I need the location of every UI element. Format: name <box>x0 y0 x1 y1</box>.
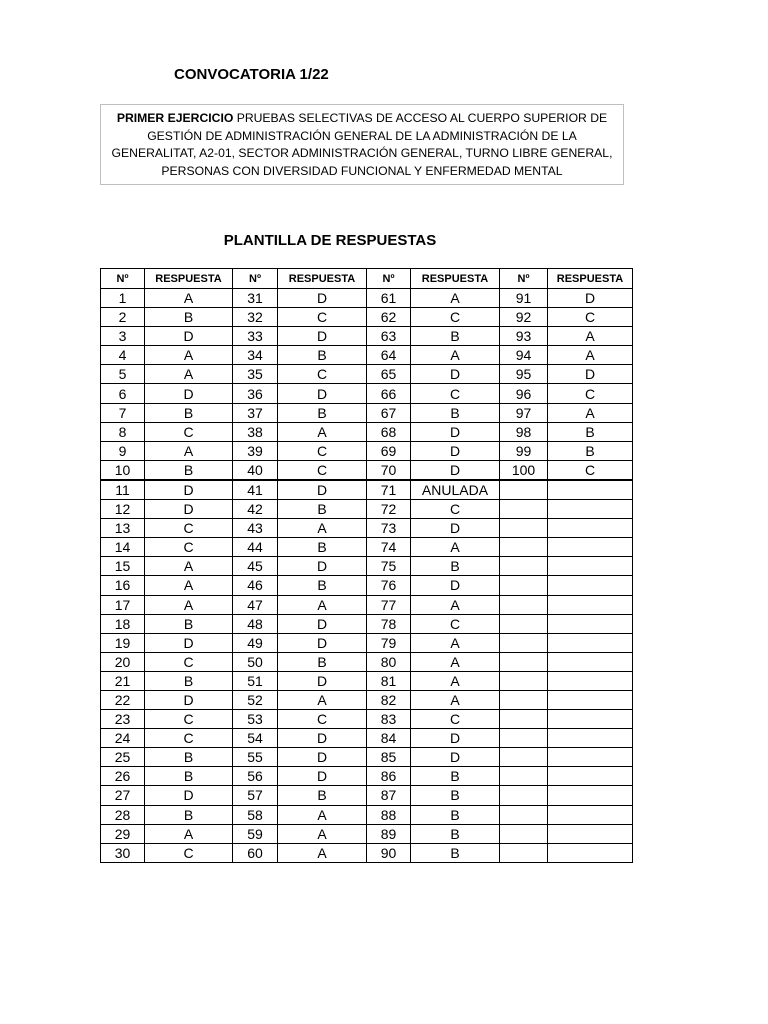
question-number-cell: 63 <box>367 327 411 346</box>
question-number-cell: 70 <box>367 460 411 480</box>
question-number-cell: 35 <box>233 365 278 384</box>
question-number-cell: 81 <box>367 671 411 690</box>
table-row <box>101 824 633 843</box>
answer-cell: A <box>278 690 367 709</box>
question-number-cell: 69 <box>367 441 411 460</box>
answer-cell: A <box>145 346 233 365</box>
question-number-cell: 92 <box>500 308 548 327</box>
question-number-cell <box>500 824 548 843</box>
answer-cell: B <box>411 327 500 346</box>
answer-cell: C <box>278 460 367 480</box>
answer-cell: B <box>278 346 367 365</box>
question-number-cell: 90 <box>367 843 411 862</box>
answer-cell: A <box>411 595 500 614</box>
answer-cell: C <box>411 384 500 403</box>
question-number-cell: 4 <box>101 346 145 365</box>
answer-cell: B <box>145 614 233 633</box>
question-number-cell: 86 <box>367 767 411 786</box>
question-number-cell: 66 <box>367 384 411 403</box>
answer-cell: C <box>145 729 233 748</box>
question-number-cell: 87 <box>367 786 411 805</box>
question-number-cell: 50 <box>233 652 278 671</box>
answer-cell: B <box>278 576 367 595</box>
answer-cell: D <box>278 767 367 786</box>
question-number-cell: 17 <box>101 595 145 614</box>
question-number-cell: 48 <box>233 614 278 633</box>
question-number-cell: 59 <box>233 824 278 843</box>
table-row <box>101 384 633 403</box>
answer-cell: D <box>411 576 500 595</box>
answer-cell <box>548 671 633 690</box>
table-row <box>101 595 633 614</box>
question-number-cell: 20 <box>101 652 145 671</box>
answer-cell: A <box>411 671 500 690</box>
answer-cell: A <box>278 595 367 614</box>
question-number-cell: 21 <box>101 671 145 690</box>
question-number-cell: 62 <box>367 308 411 327</box>
question-number-cell: 22 <box>101 690 145 709</box>
table-row <box>101 289 633 308</box>
header-number: Nº <box>367 269 411 289</box>
answer-cell: A <box>145 365 233 384</box>
header-answer: RESPUESTA <box>548 269 633 289</box>
question-number-cell <box>500 595 548 614</box>
answer-cell <box>548 748 633 767</box>
answer-cell: A <box>548 346 633 365</box>
answer-cell <box>548 519 633 538</box>
answer-cell: D <box>145 384 233 403</box>
question-number-cell: 32 <box>233 308 278 327</box>
table-row <box>101 441 633 460</box>
answer-cell: D <box>145 327 233 346</box>
answer-cell: A <box>411 690 500 709</box>
answer-cell: A <box>145 595 233 614</box>
question-number-cell: 14 <box>101 538 145 557</box>
answer-cell: D <box>145 690 233 709</box>
question-number-cell: 13 <box>101 519 145 538</box>
answer-cell: A <box>145 441 233 460</box>
answer-cell: A <box>278 805 367 824</box>
table-row <box>101 786 633 805</box>
table-row <box>101 690 633 709</box>
answer-cell: D <box>411 422 500 441</box>
question-number-cell: 60 <box>233 843 278 862</box>
question-number-cell <box>500 576 548 595</box>
answers-table-body <box>101 289 633 863</box>
table-row <box>101 767 633 786</box>
answer-cell: A <box>411 289 500 308</box>
table-row <box>101 843 633 862</box>
answer-cell: A <box>411 633 500 652</box>
answer-cell: A <box>278 422 367 441</box>
answer-cell: B <box>145 460 233 480</box>
answer-cell <box>548 538 633 557</box>
question-number-cell: 49 <box>233 633 278 652</box>
answer-cell: B <box>278 500 367 519</box>
question-number-cell: 73 <box>367 519 411 538</box>
question-number-cell: 43 <box>233 519 278 538</box>
question-number-cell: 71 <box>367 480 411 500</box>
question-number-cell: 83 <box>367 710 411 729</box>
answer-cell: C <box>411 308 500 327</box>
answer-cell: A <box>548 327 633 346</box>
answer-cell: B <box>411 786 500 805</box>
table-row <box>101 538 633 557</box>
answer-cell <box>548 843 633 862</box>
question-number-cell <box>500 480 548 500</box>
answer-cell <box>548 824 633 843</box>
question-number-cell: 47 <box>233 595 278 614</box>
answer-cell <box>548 480 633 500</box>
question-number-cell: 33 <box>233 327 278 346</box>
question-number-cell <box>500 690 548 709</box>
question-number-cell: 96 <box>500 384 548 403</box>
answer-cell: C <box>278 710 367 729</box>
answer-cell: D <box>411 519 500 538</box>
question-number-cell: 61 <box>367 289 411 308</box>
answer-cell: D <box>145 500 233 519</box>
question-number-cell: 67 <box>367 403 411 422</box>
answer-cell: D <box>278 557 367 576</box>
question-number-cell: 54 <box>233 729 278 748</box>
question-number-cell: 28 <box>101 805 145 824</box>
question-number-cell: 26 <box>101 767 145 786</box>
question-number-cell: 37 <box>233 403 278 422</box>
question-number-cell <box>500 500 548 519</box>
answer-cell <box>548 805 633 824</box>
answer-cell: B <box>411 767 500 786</box>
question-number-cell: 100 <box>500 460 548 480</box>
question-number-cell <box>500 805 548 824</box>
answer-cell: D <box>145 786 233 805</box>
question-number-cell <box>500 519 548 538</box>
table-row <box>101 805 633 824</box>
answer-cell: B <box>145 748 233 767</box>
answer-cell: A <box>145 824 233 843</box>
question-number-cell: 15 <box>101 557 145 576</box>
exam-description-text: PRUEBAS SELECTIVAS DE ACCESO AL CUERPO SUPERIOR DE GESTIÓN DE ADMINISTRACIÓN GENERAL DE LA ADMINISTRACIÓN DE LA GENERALITAT, A2-01, SECTOR ADMINISTRACIÓN GENERAL, TURNO LIBRE GENERAL, PERSONAS CON DIVERSIDAD FUNCIONAL Y ENFERMEDAD MENTAL <box>111 111 613 178</box>
answer-cell <box>548 652 633 671</box>
answer-cell: C <box>548 308 633 327</box>
table-row <box>101 710 633 729</box>
question-number-cell: 98 <box>500 422 548 441</box>
answer-cell: B <box>145 671 233 690</box>
header-number: Nº <box>233 269 278 289</box>
answer-cell: D <box>278 671 367 690</box>
answer-cell <box>548 576 633 595</box>
answer-cell: A <box>145 576 233 595</box>
answer-cell: C <box>548 460 633 480</box>
table-row <box>101 403 633 422</box>
answer-cell: A <box>278 843 367 862</box>
header-answer: RESPUESTA <box>278 269 367 289</box>
document-title: CONVOCATORIA 1/22 <box>174 66 329 83</box>
question-number-cell: 91 <box>500 289 548 308</box>
answer-cell: A <box>278 824 367 843</box>
question-number-cell: 42 <box>233 500 278 519</box>
table-row <box>101 633 633 652</box>
question-number-cell: 34 <box>233 346 278 365</box>
answer-cell: B <box>145 805 233 824</box>
answer-cell <box>548 786 633 805</box>
answer-cell: C <box>548 384 633 403</box>
question-number-cell <box>500 748 548 767</box>
answer-cell: B <box>145 308 233 327</box>
answer-cell: B <box>411 843 500 862</box>
question-number-cell: 77 <box>367 595 411 614</box>
table-row <box>101 346 633 365</box>
answer-cell: D <box>548 365 633 384</box>
answer-cell: C <box>278 308 367 327</box>
question-number-cell <box>500 538 548 557</box>
answer-cell: C <box>278 441 367 460</box>
question-number-cell: 36 <box>233 384 278 403</box>
answer-cell <box>548 767 633 786</box>
answer-cell: D <box>145 633 233 652</box>
question-number-cell: 82 <box>367 690 411 709</box>
question-number-cell: 12 <box>101 500 145 519</box>
answer-cell: D <box>278 633 367 652</box>
answer-cell: D <box>278 748 367 767</box>
question-number-cell: 78 <box>367 614 411 633</box>
answer-cell: B <box>278 538 367 557</box>
answer-cell: B <box>145 403 233 422</box>
answer-cell: B <box>411 805 500 824</box>
answer-cell: D <box>145 480 233 500</box>
answer-cell: D <box>548 289 633 308</box>
question-number-cell: 58 <box>233 805 278 824</box>
question-number-cell <box>500 614 548 633</box>
question-number-cell: 25 <box>101 748 145 767</box>
answer-cell: C <box>145 422 233 441</box>
question-number-cell: 5 <box>101 365 145 384</box>
answer-cell: C <box>145 710 233 729</box>
question-number-cell: 41 <box>233 480 278 500</box>
question-number-cell: 6 <box>101 384 145 403</box>
question-number-cell <box>500 671 548 690</box>
question-number-cell <box>500 729 548 748</box>
answer-cell: B <box>278 403 367 422</box>
answer-cell: A <box>548 403 633 422</box>
question-number-cell: 64 <box>367 346 411 365</box>
answer-cell: D <box>411 365 500 384</box>
answer-cell <box>548 729 633 748</box>
answer-cell: C <box>411 710 500 729</box>
question-number-cell <box>500 633 548 652</box>
answer-cell: B <box>548 441 633 460</box>
question-number-cell: 79 <box>367 633 411 652</box>
answer-cell: D <box>278 384 367 403</box>
answer-cell <box>548 595 633 614</box>
question-number-cell: 84 <box>367 729 411 748</box>
question-number-cell: 19 <box>101 633 145 652</box>
answer-cell: D <box>278 289 367 308</box>
question-number-cell: 51 <box>233 671 278 690</box>
answer-cell: C <box>145 519 233 538</box>
answer-cell <box>548 500 633 519</box>
question-number-cell: 68 <box>367 422 411 441</box>
answer-cell: B <box>278 786 367 805</box>
table-row <box>101 500 633 519</box>
answer-cell <box>548 614 633 633</box>
question-number-cell: 29 <box>101 824 145 843</box>
question-number-cell: 31 <box>233 289 278 308</box>
question-number-cell <box>500 652 548 671</box>
answer-cell: D <box>278 614 367 633</box>
answer-cell <box>548 557 633 576</box>
answer-cell: B <box>145 767 233 786</box>
question-number-cell: 88 <box>367 805 411 824</box>
answer-cell <box>548 710 633 729</box>
answer-cell: C <box>145 652 233 671</box>
question-number-cell <box>500 786 548 805</box>
table-row <box>101 748 633 767</box>
answer-cell: C <box>411 500 500 519</box>
question-number-cell: 89 <box>367 824 411 843</box>
table-row <box>101 480 633 500</box>
answer-cell: C <box>411 614 500 633</box>
table-row <box>101 576 633 595</box>
question-number-cell: 99 <box>500 441 548 460</box>
question-number-cell <box>500 843 548 862</box>
question-number-cell: 38 <box>233 422 278 441</box>
answer-cell: D <box>411 729 500 748</box>
question-number-cell: 93 <box>500 327 548 346</box>
answer-cell: B <box>411 403 500 422</box>
answer-cell: D <box>278 729 367 748</box>
answer-cell: D <box>411 748 500 767</box>
question-number-cell: 80 <box>367 652 411 671</box>
answer-cell: A <box>145 289 233 308</box>
answer-cell: D <box>278 327 367 346</box>
answer-cell: B <box>548 422 633 441</box>
question-number-cell: 74 <box>367 538 411 557</box>
question-number-cell: 27 <box>101 786 145 805</box>
question-number-cell: 39 <box>233 441 278 460</box>
question-number-cell: 85 <box>367 748 411 767</box>
table-row <box>101 557 633 576</box>
question-number-cell: 56 <box>233 767 278 786</box>
table-row <box>101 365 633 384</box>
answer-cell: A <box>411 346 500 365</box>
question-number-cell: 95 <box>500 365 548 384</box>
answers-table-header <box>101 269 633 289</box>
header-number: Nº <box>500 269 548 289</box>
question-number-cell: 44 <box>233 538 278 557</box>
answer-cell: C <box>278 365 367 384</box>
question-number-cell: 57 <box>233 786 278 805</box>
header-answer: RESPUESTA <box>145 269 233 289</box>
answer-cell: A <box>411 538 500 557</box>
question-number-cell: 23 <box>101 710 145 729</box>
answer-cell: B <box>278 652 367 671</box>
question-number-cell: 52 <box>233 690 278 709</box>
question-number-cell: 24 <box>101 729 145 748</box>
answer-cell: D <box>411 460 500 480</box>
question-number-cell: 11 <box>101 480 145 500</box>
question-number-cell: 9 <box>101 441 145 460</box>
question-number-cell: 16 <box>101 576 145 595</box>
table-row <box>101 460 633 480</box>
answer-cell <box>548 633 633 652</box>
question-number-cell: 45 <box>233 557 278 576</box>
question-number-cell: 76 <box>367 576 411 595</box>
question-number-cell: 18 <box>101 614 145 633</box>
table-row <box>101 671 633 690</box>
question-number-cell: 94 <box>500 346 548 365</box>
question-number-cell: 8 <box>101 422 145 441</box>
table-row <box>101 614 633 633</box>
answer-cell: A <box>145 557 233 576</box>
answer-cell: A <box>278 519 367 538</box>
question-number-cell <box>500 710 548 729</box>
question-number-cell: 72 <box>367 500 411 519</box>
question-number-cell: 55 <box>233 748 278 767</box>
question-number-cell: 97 <box>500 403 548 422</box>
question-number-cell: 10 <box>101 460 145 480</box>
answer-cell: D <box>411 441 500 460</box>
question-number-cell: 3 <box>101 327 145 346</box>
question-number-cell: 7 <box>101 403 145 422</box>
answer-cell <box>548 690 633 709</box>
question-number-cell: 53 <box>233 710 278 729</box>
question-number-cell: 30 <box>101 843 145 862</box>
header-answer: RESPUESTA <box>411 269 500 289</box>
question-number-cell: 2 <box>101 308 145 327</box>
table-row <box>101 519 633 538</box>
answers-template-title: PLANTILLA DE RESPUESTAS <box>223 232 437 249</box>
question-number-cell <box>500 557 548 576</box>
answer-cell: C <box>145 843 233 862</box>
header-number: Nº <box>101 269 145 289</box>
question-number-cell: 65 <box>367 365 411 384</box>
answer-cell: B <box>411 824 500 843</box>
answer-cell: C <box>145 538 233 557</box>
exam-description-bold: PRIMER EJERCICIO <box>116 111 234 125</box>
answer-cell: A <box>411 652 500 671</box>
question-number-cell: 75 <box>367 557 411 576</box>
answers-table <box>100 268 633 863</box>
question-number-cell: 46 <box>233 576 278 595</box>
answer-cell: D <box>278 480 367 500</box>
table-row <box>101 652 633 671</box>
question-number-cell: 1 <box>101 289 145 308</box>
table-row <box>101 729 633 748</box>
table-row <box>101 327 633 346</box>
table-row <box>101 422 633 441</box>
exam-description-box <box>100 104 624 185</box>
question-number-cell <box>500 767 548 786</box>
answer-cell: B <box>411 557 500 576</box>
answer-cell: ANULADA <box>411 480 500 500</box>
question-number-cell: 40 <box>233 460 278 480</box>
table-row <box>101 308 633 327</box>
